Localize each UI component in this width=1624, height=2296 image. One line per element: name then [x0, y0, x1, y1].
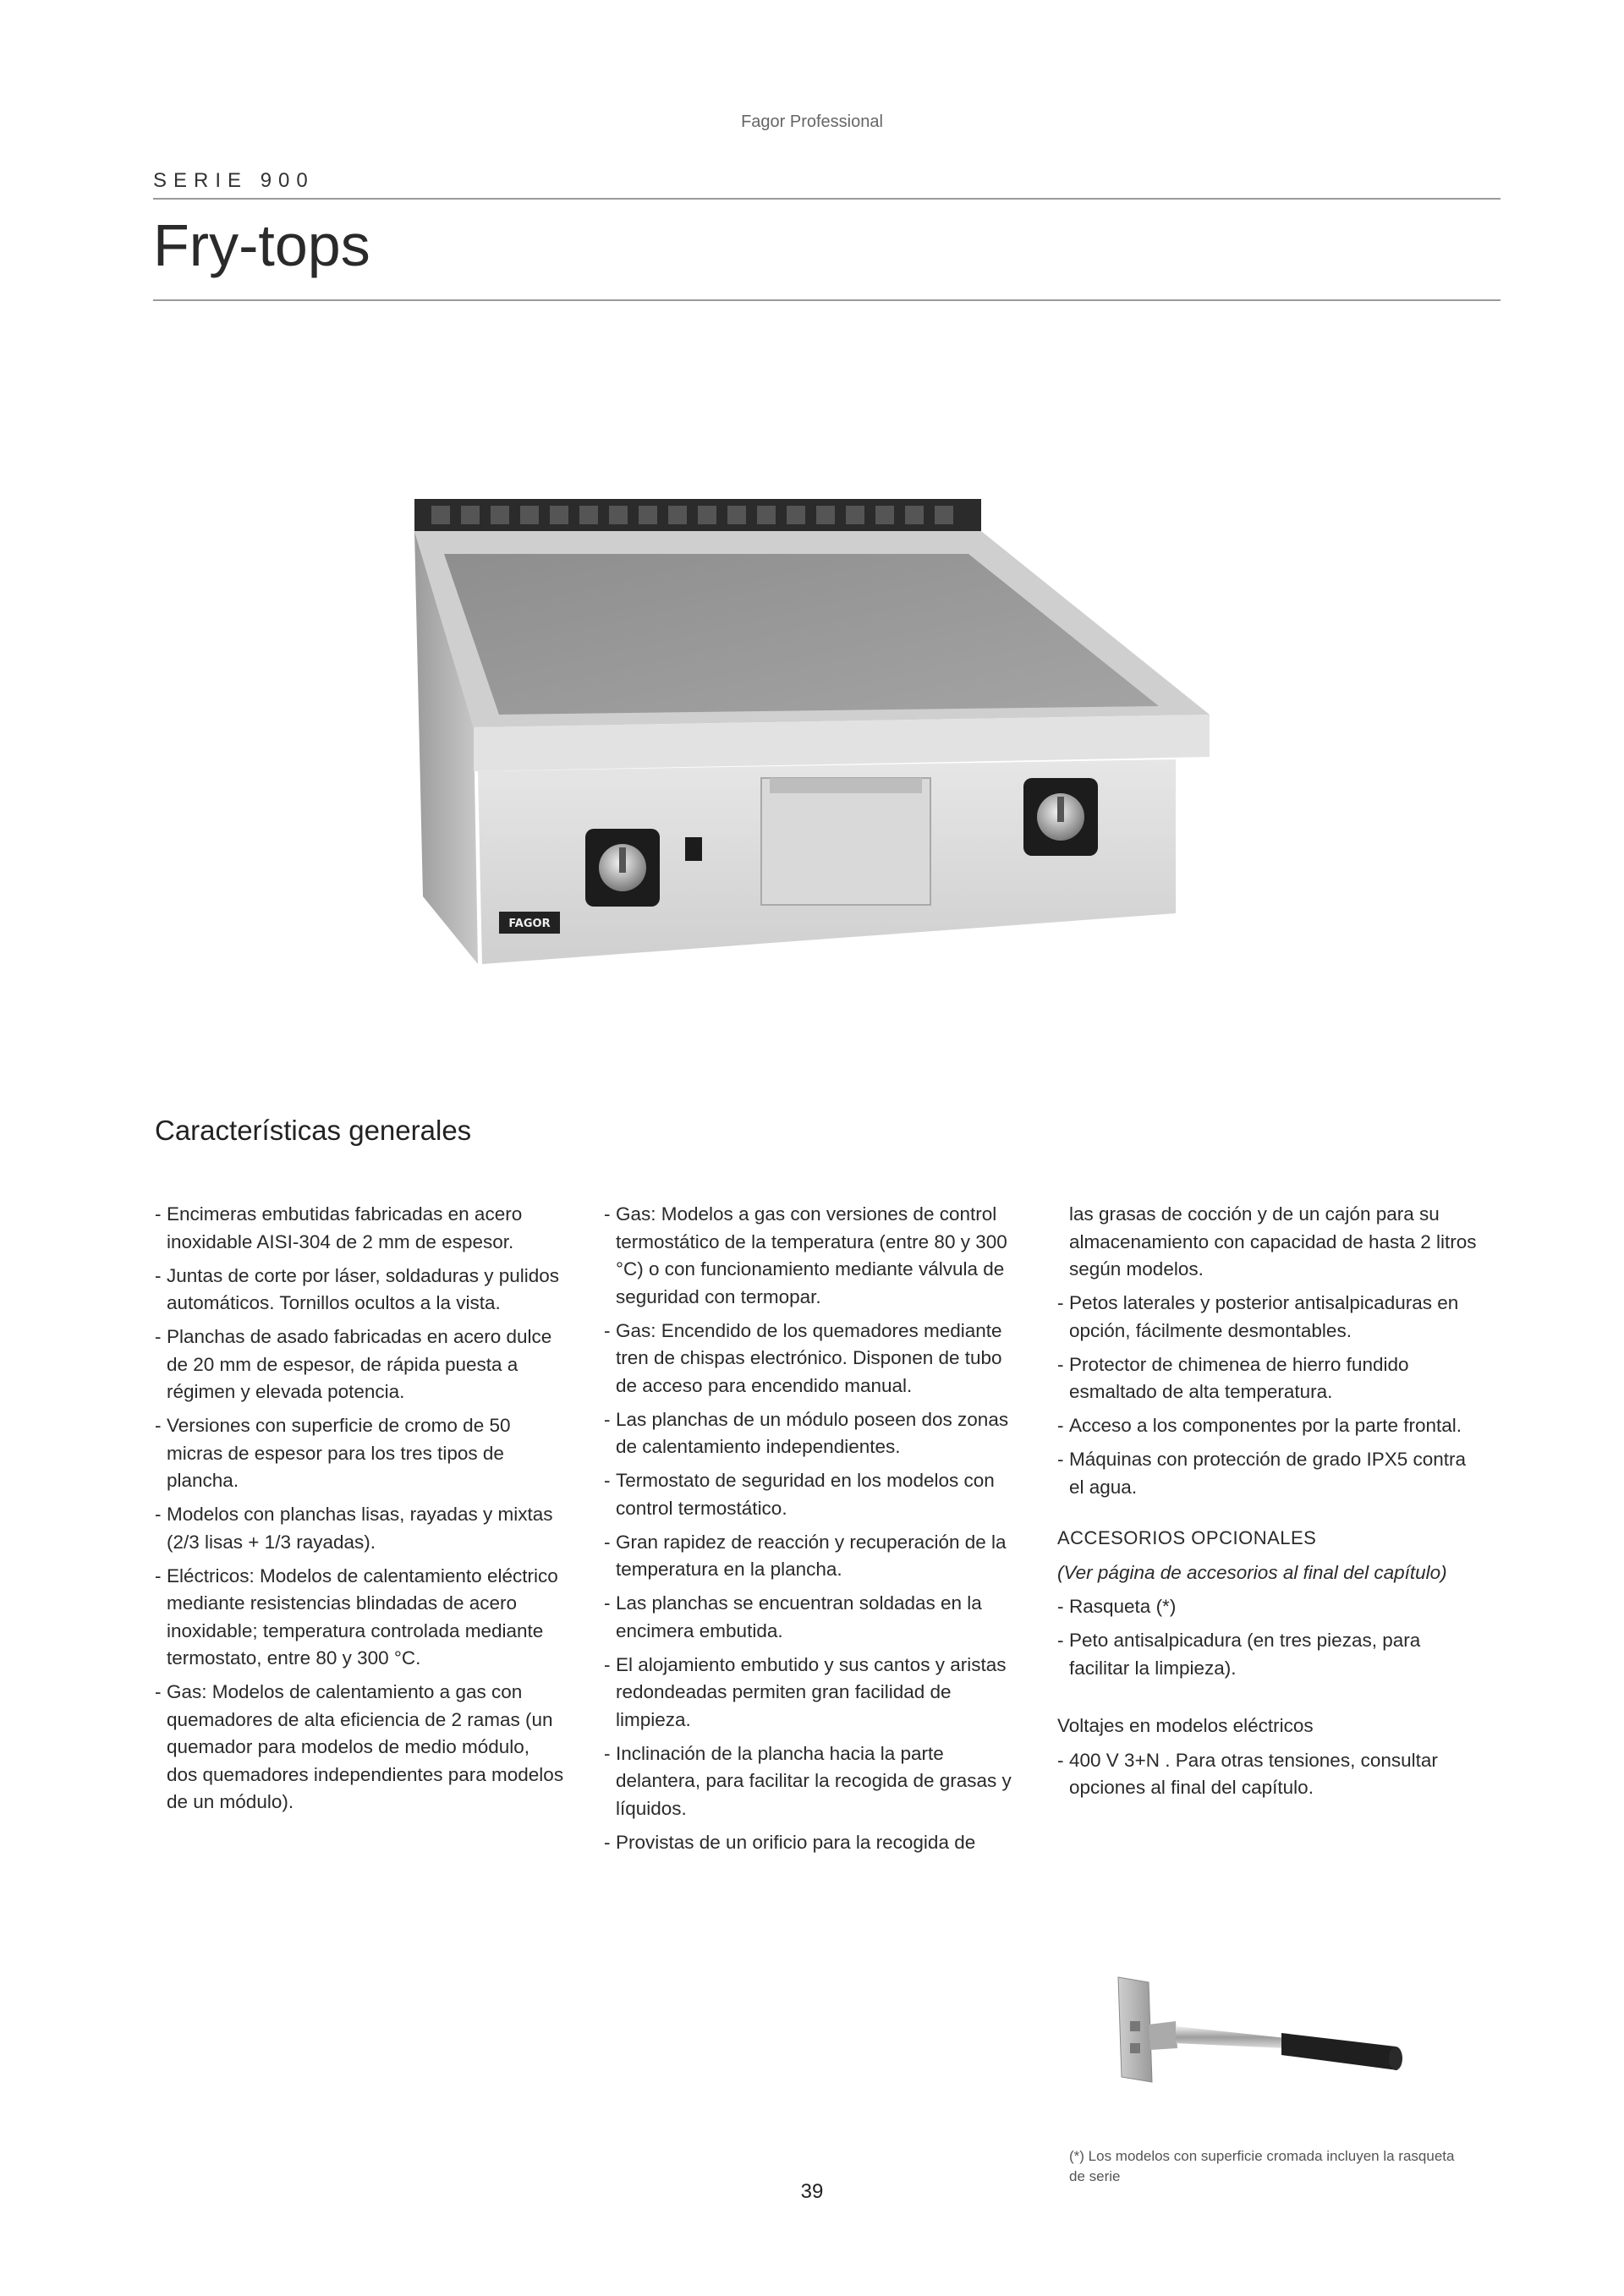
voltages-heading: Voltajes en modelos eléctricos — [1057, 1715, 1314, 1736]
feature-item: - Provistas de un orificio para la recogida de — [604, 1829, 1018, 1857]
voltage-item: - 400 V 3+N . Para otras tensiones, consultar opciones al final del capítulo. — [1057, 1747, 1480, 1802]
feature-item-continuation: las grasas de cocción y de un cajón para su almacenamiento con capacidad de hasta 2 litros según modelos. — [1069, 1203, 1477, 1280]
accessory-item: - Rasqueta (*) — [1057, 1593, 1480, 1621]
accessories-heading: ACCESORIOS OPCIONALES — [1057, 1527, 1317, 1548]
fagor-logo: FAGOR — [508, 918, 551, 930]
feature-item: - Modelos con planchas lisas, rayadas y mixtas (2/3 lisas + 1/3 rayadas). — [155, 1501, 565, 1556]
series-label: SERIE 900 — [153, 169, 315, 192]
accessories-note: (Ver página de accesorios al final del capítulo) — [1057, 1561, 1447, 1583]
features-column-2 — [604, 1201, 1018, 1863]
feature-item: - Máquinas con protección de grado IPX5 contra el agua. — [1057, 1446, 1480, 1501]
feature-item: - Las planchas de un módulo poseen dos zonas de calentamiento independientes. — [604, 1406, 1018, 1461]
accessory-item: - Peto antisalpicadura (en tres piezas, para facilitar la limpieza). — [1057, 1627, 1480, 1682]
feature-item: - Gas: Encendido de los quemadores mediante tren de chispas electrónico. Disponen de tubo de acceso para encendido manual. — [604, 1318, 1018, 1400]
features-column-3 — [1057, 1201, 1480, 1808]
feature-item: - Gas: Modelos a gas con versiones de control termostático de la temperatura (entre 80 y 300 °C) o con funcionamiento mediante válvula de seguridad con termopar. — [604, 1201, 1018, 1311]
feature-item: - Juntas de corte por láser, soldaduras y pulidos automáticos. Tornillos ocultos a la vista. — [155, 1263, 565, 1318]
feature-item: - Petos laterales y posterior antisalpicaduras en opción, fácilmente desmontables. — [1057, 1290, 1480, 1345]
top-divider — [153, 198, 1501, 200]
feature-item: - Versiones con superficie de cromo de 50 micras de espesor para los tres tipos de plancha. — [155, 1412, 565, 1495]
feature-item: - Acceso a los componentes por la parte frontal. — [1057, 1412, 1480, 1440]
feature-item: - Gas: Modelos de calentamiento a gas con quemadores de alta eficiencia de 2 ramas (un quemador para modelos de medio módulo, dos quemadores independientes para modelos de un módulo). — [155, 1679, 565, 1817]
feature-item: - Encimeras embutidas fabricadas en acero inoxidable AISI-304 de 2 mm de espesor. — [155, 1201, 565, 1256]
feature-item: - Eléctricos: Modelos de calentamiento eléctrico mediante resistencias blindadas de acero inoxidable; temperatura controlada mediante termostato, entre 80 y 300 °C. — [155, 1563, 565, 1673]
title-divider — [153, 299, 1501, 301]
feature-item: - Protector de chimenea de hierro fundido esmaltado de alta temperatura. — [1057, 1351, 1480, 1406]
fry-top-product-image — [398, 474, 1226, 998]
brand-name: Fagor Professional — [741, 112, 883, 131]
section-title: Características generales — [155, 1115, 472, 1146]
feature-item: - Gran rapidez de reacción y recuperación de la temperatura en la plancha. — [604, 1529, 1018, 1584]
page-number: 39 — [800, 2180, 824, 2203]
feature-item: - Las planchas se encuentran soldadas en la encimera embutida. — [604, 1590, 1018, 1645]
feature-item: - Planchas de asado fabricadas en acero dulce de 20 mm de espesor, de rápida puesta a régimen y elevada potencia. — [155, 1323, 565, 1406]
feature-item: - El alojamiento embutido y sus cantos y aristas redondeadas permiten gran facilidad de limpieza. — [604, 1652, 1018, 1734]
footnote: (*) Los modelos con superficie cromada incluyen la rasqueta de serie — [1069, 2148, 1455, 2184]
feature-item: - Inclinación de la plancha hacia la parte delantera, para facilitar la recogida de grasas y líquidos. — [604, 1740, 1018, 1823]
scraper-accessory-image — [1108, 1970, 1413, 2097]
features-column-1 — [155, 1201, 565, 1822]
feature-item: - Termostato de seguridad en los modelos con control termostático. — [604, 1467, 1018, 1522]
page-title: Fry-tops — [153, 212, 370, 278]
